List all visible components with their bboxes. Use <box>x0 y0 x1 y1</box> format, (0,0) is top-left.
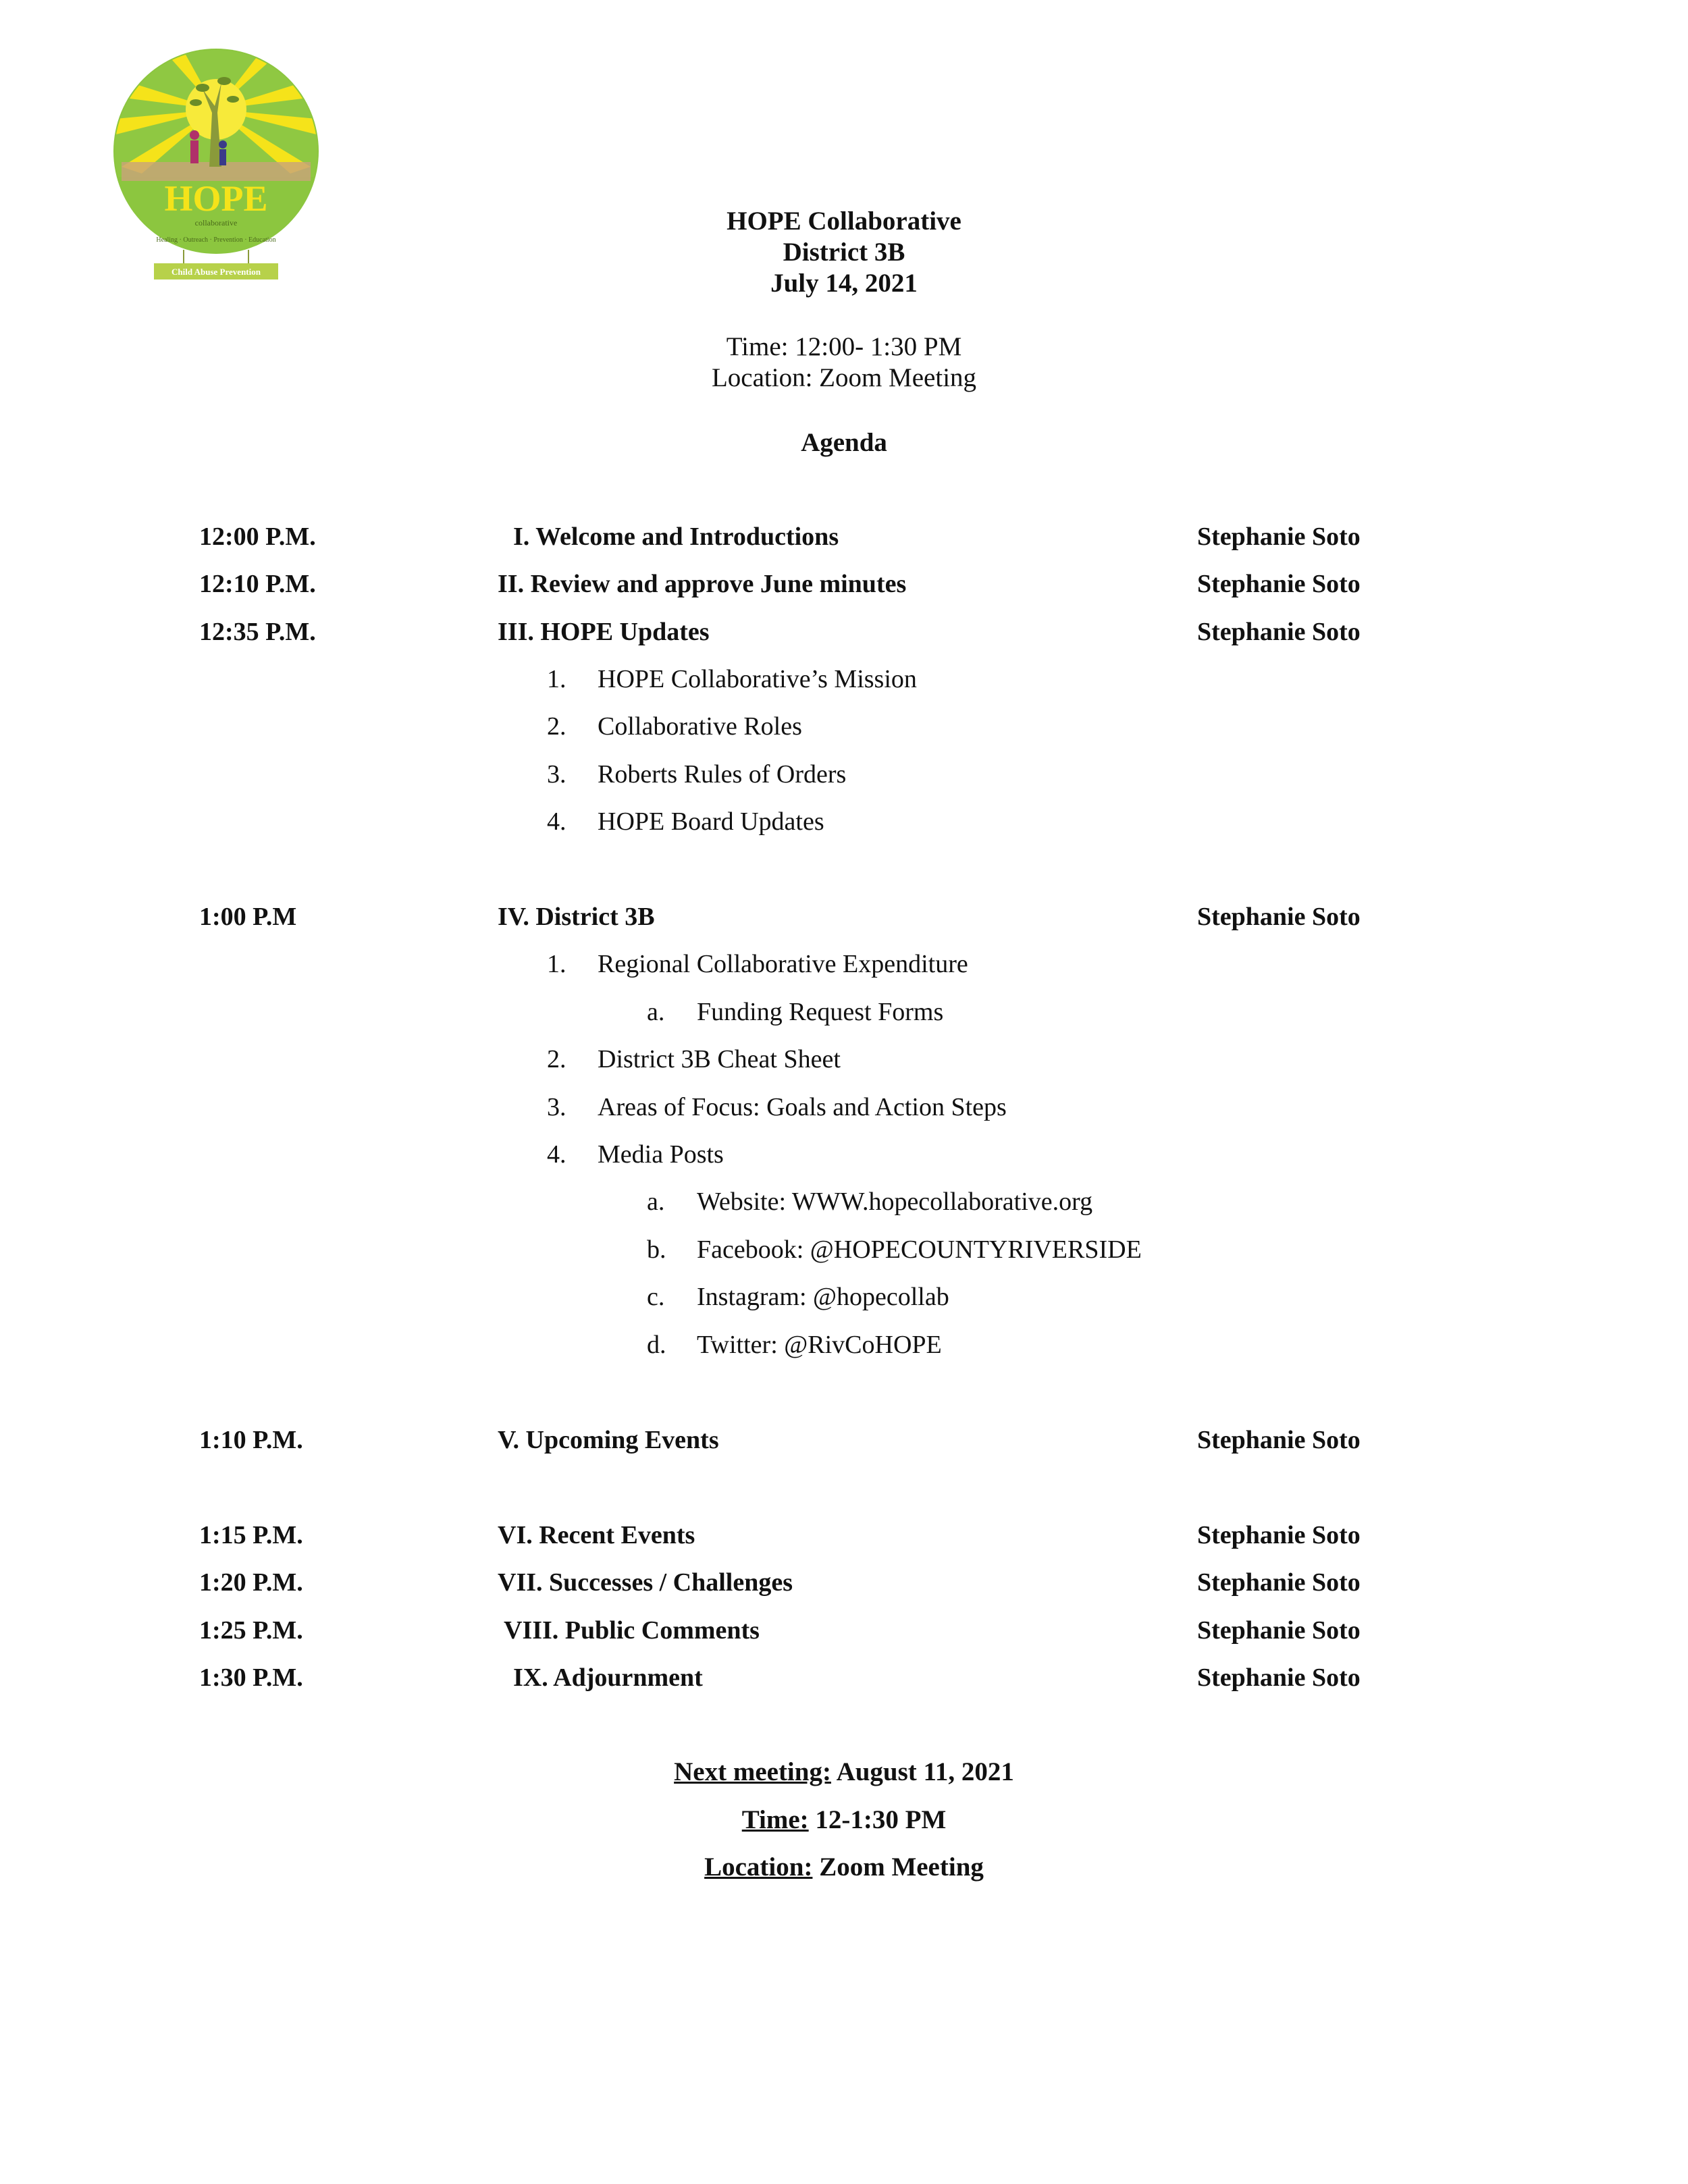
logo-word: HOPE <box>164 178 268 219</box>
logo-banner-text: Child Abuse Prevention <box>172 267 261 277</box>
agenda-row <box>0 615 1688 649</box>
list-item: d. Twitter: @RivCoHOPE <box>647 1331 942 1359</box>
district-title: District 3B <box>783 238 905 267</box>
list-item: 1. HOPE Collaborative’s Mission <box>547 665 917 693</box>
agenda-presenter: Stephanie Soto <box>1197 903 1361 931</box>
agenda-heading: Agenda <box>801 428 887 457</box>
list-item: c. Instagram: @hopecollab <box>647 1283 949 1311</box>
logo-ring-text: Healing · Outreach · Prevention · Education <box>156 236 276 244</box>
meeting-location: Location: Zoom Meeting <box>711 363 977 392</box>
logo-subword: collaborative <box>194 218 238 228</box>
agenda-row <box>0 1566 1688 1599</box>
agenda-row <box>0 520 1688 554</box>
agenda-presenter: Stephanie Soto <box>1197 618 1361 646</box>
agenda-time: 12:10 P.M. <box>199 570 316 598</box>
agenda-row <box>0 1614 1688 1647</box>
agenda-row <box>0 1423 1688 1457</box>
agenda-title: VIII. Public Comments <box>504 1616 760 1645</box>
list-item: 1. Regional Collaborative Expenditure <box>547 950 968 978</box>
agenda-title: V. Upcoming Events <box>498 1426 719 1454</box>
list-item: 4. HOPE Board Updates <box>547 807 824 836</box>
agenda-title: VI. Recent Events <box>498 1521 695 1549</box>
agenda-time: 1:00 P.M <box>199 903 297 931</box>
list-item: 2. Collaborative Roles <box>547 712 802 741</box>
list-item: a. Funding Request Forms <box>647 998 944 1026</box>
agenda-presenter: Stephanie Soto <box>1197 1521 1361 1549</box>
agenda-title: IV. District 3B <box>498 903 655 931</box>
list-item: 2. District 3B Cheat Sheet <box>547 1045 841 1073</box>
agenda-row <box>0 900 1688 934</box>
agenda-title: VII. Successes / Challenges <box>498 1568 793 1597</box>
agenda-time: 1:10 P.M. <box>199 1426 303 1454</box>
agenda-time: 1:20 P.M. <box>199 1568 303 1597</box>
agenda-time: 1:15 P.M. <box>199 1521 303 1549</box>
agenda-presenter: Stephanie Soto <box>1197 1568 1361 1597</box>
next-meeting-location: Location: Zoom Meeting <box>704 1853 984 1882</box>
agenda-presenter: Stephanie Soto <box>1197 1616 1361 1645</box>
agenda-title: II. Review and approve June minutes <box>498 570 907 598</box>
next-meeting-date: Next meeting: August 11, 2021 <box>674 1757 1014 1786</box>
agenda-row <box>0 1661 1688 1695</box>
agenda-time: 1:25 P.M. <box>199 1616 303 1645</box>
list-item: 4. Media Posts <box>547 1140 724 1169</box>
agenda-title: IX. Adjournment <box>513 1663 703 1692</box>
meeting-date: July 14, 2021 <box>770 269 918 298</box>
agenda-presenter: Stephanie Soto <box>1197 1663 1361 1692</box>
agenda-presenter: Stephanie Soto <box>1197 1426 1361 1454</box>
list-item: 3. Areas of Focus: Goals and Action Steps <box>547 1093 1007 1121</box>
agenda-row <box>0 567 1688 601</box>
next-meeting-time: Time: 12-1:30 PM <box>741 1805 947 1834</box>
agenda-time: 1:30 P.M. <box>199 1663 303 1692</box>
agenda-time: 12:00 P.M. <box>199 523 316 551</box>
agenda-presenter: Stephanie Soto <box>1197 570 1361 598</box>
list-item: 3. Roberts Rules of Orders <box>547 760 847 789</box>
list-item: a. Website: WWW.hopecollaborative.org <box>647 1188 1093 1216</box>
agenda-row <box>0 1518 1688 1552</box>
org-title: HOPE Collaborative <box>727 207 961 236</box>
meeting-time: Time: 12:00- 1:30 PM <box>726 332 962 361</box>
agenda-title: III. HOPE Updates <box>498 618 710 646</box>
agenda-presenter: Stephanie Soto <box>1197 523 1361 551</box>
agenda-title: I. Welcome and Introductions <box>513 523 839 551</box>
list-item: b. Facebook: @HOPECOUNTYRIVERSIDE <box>647 1235 1142 1264</box>
agenda-time: 12:35 P.M. <box>199 618 316 646</box>
